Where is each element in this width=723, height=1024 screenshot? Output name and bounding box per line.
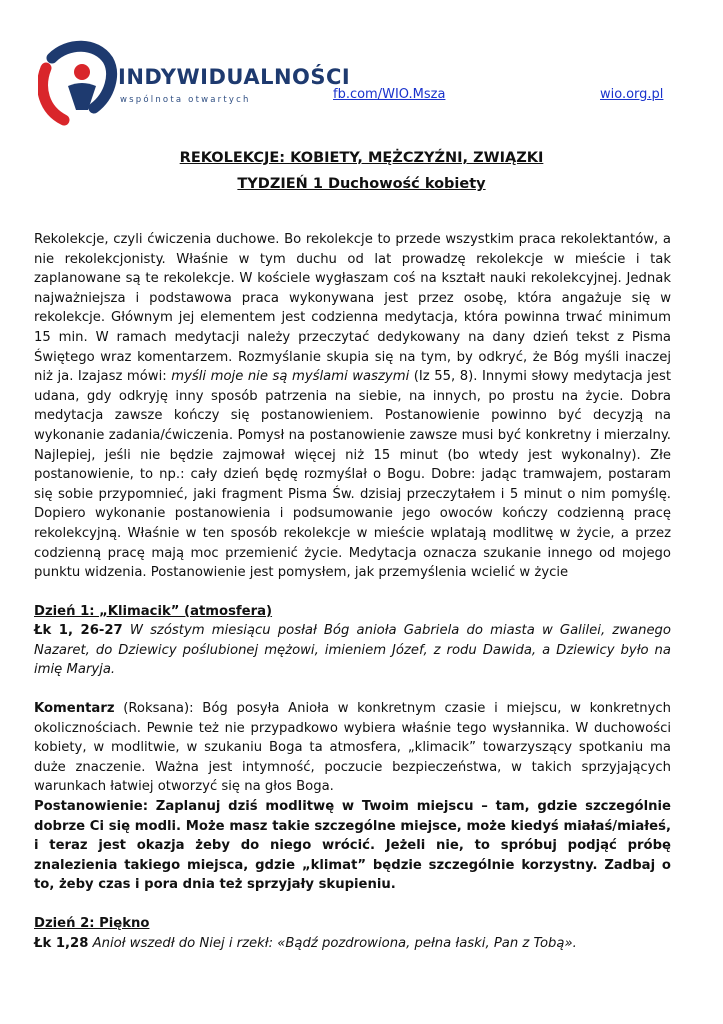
logo-title: INDYWIDUALNOŚCI (118, 65, 351, 89)
day1-comment-text: (Roksana): Bóg posyła Anioła w konkretnym czasie i miejscu, w konkretnych okolicznościach. Pewnie też nie przypadkowo wybiera właśnie tego wysłannika. W duchowości kobiety, w modlitwie, w szukaniu Boga ta atmosfera, „klimacik” towarzyszący spotkaniu ma duże znaczenie. Ważna jest intymność, poczucie bezpieczeństwa, w takich sprzyjających warunkach łatwiej otworzyć się na głos Boga. (34, 701, 671, 795)
day1-reference: Łk 1, 26-27 (34, 623, 123, 639)
logo-emblem-icon (38, 38, 118, 128)
day1-heading: Dzień 1: „Klimacik” (atmosfera) (34, 603, 273, 619)
day1-verse: W szóstym miesiącu posłał Bóg anioła Gabriela do miasta w Galilei, zwanego Nazaret, do Dziewicy poślubionej mężowi, imieniem Józef, z rodu Dawida, a Dziewicy było na imię Maryja. (34, 623, 671, 678)
day2-heading: Dzień 2: Piękno (34, 916, 150, 931)
intro-text-1: Rekolekcje, czyli ćwiczenia duchowe. Bo rekolekcje to przede wszystkim praca rekolektantów, a nie rekolekcjonisty. Właśnie w tym duchu od lat prowadzę rekolekcje w mieście i tak zaplanowane są te rekolekcje. W kościele wygłaszam coś na kształt nauki rekolekcyjnej. Jednak najważniejsza i podstawowa praca wykonywana jest przez osobę, która angażuje się w rekolekcje. Głównym jej elementem jest codzienna medytacja, która powinna trwać minimum 15 min. W ramach medytacji należy przeczytać dedykowany na dany dzień tekst z Pisma Świętego wraz komentarzem. Rozmyślanie skupia się na tym, by odkryć, że Bóg myśli inaczej niż ja. Izajasz mówi: (34, 232, 671, 385)
document-subtitle: TYDZIEŃ 1 Duchowość kobiety (237, 176, 486, 192)
day1-scripture (34, 621, 671, 680)
intro-quote: myśli moje nie są myślami waszymi (171, 369, 410, 385)
document-title: REKOLEKCJE: KOBIETY, MĘŻCZYŹNI, ZWIĄZKI (179, 150, 544, 166)
facebook-link[interactable]: fb.com/WIO.Msza (333, 87, 446, 102)
day1-comment-label: Komentarz (34, 701, 115, 717)
day1-resolution: Postanowienie: Zaplanuj dziś modlitwę w Twoim miejscu – tam, gdzie szczególnie dobrze Ci się modli. Może masz takie szczególne miejsce, może kiedyś miałaś/miałeś, i teraz jest okazja żeby do niego wrócić. Jeżeli nie, to spróbuj podjąć próbę znalezienia takiego miejsca, gdzie „klimat” będzie szczególnie korzystny. Zadbaj o to, żeby czas i pora dnia też sprzyjały skupieniu. (34, 799, 671, 893)
logo-subtitle: wspólnota otwartych (120, 95, 251, 105)
intro-paragraph (34, 230, 671, 583)
intro-text-2: (Iz 55, 8). Innymi słowy medytacja jest udana, gdy odkryję inny sposób patrzenia na siebie, na innych, po prostu na życie. Dobra medytacja zawsze kończy się postanowieniem. Postanowienie powinno być decyzją na wykonanie zadania/ćwiczenia. Pomysł na postanowienie zawsze musi być konkretny i mierzalny. Najlepiej, jeśli nie będzie zajmował więcej niż 15 minut (bo wtedy jest wykonalny). Złe postanowienie, to np.: cały dzień będę rozmyślał o Bogu. Dobre: jadąc tramwajem, postaram się sobie przypomnieć, jaki fragment Pisma Św. dzisiaj przeczytałem i 5 minut o nim pomyślę. Dopiero wykonanie postanowienia i podsumowanie jego owoców kończy codzienną pracę rekolekcyjną. Właśnie w ten sposób rekolekcje w mieście wplatają modlitwę w życie, a przez codzienną pracę mają moc przemienić życie. Medytacja oznacza szukanie innego od mojego punktu widzenia. Postanowienie jest pomysłem, jak przemyślenia wcielić w życie (34, 369, 671, 581)
day1-commentary (34, 699, 671, 797)
website-link[interactable]: wio.org.pl (600, 87, 664, 102)
document-body (34, 230, 671, 953)
logo (38, 38, 351, 128)
day2-reference: Łk 1,28 (34, 935, 89, 951)
day2-verse: Anioł wszedł do Niej i rzekł: «Bądź pozdrowiona, pełna łaski, Pan z Tobą». (88, 935, 577, 951)
page-header (0, 0, 723, 130)
day2-scripture (34, 934, 671, 954)
